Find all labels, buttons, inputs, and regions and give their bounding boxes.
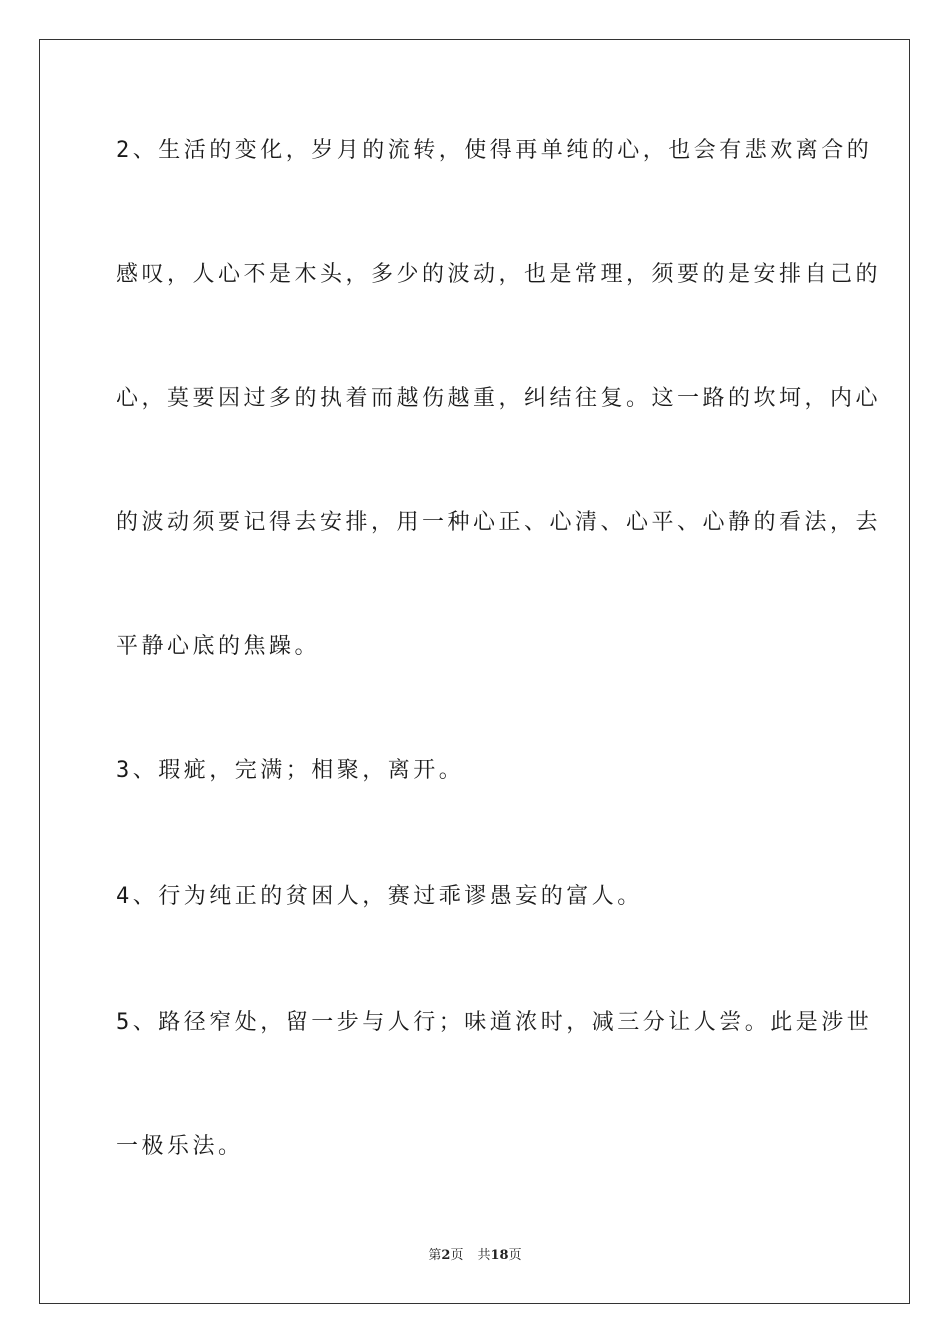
paragraph-5-line-2: 一极乐法。: [116, 1134, 244, 1159]
paragraph-4: 4、行为纯正的贫困人，赛过乖谬愚妄的富人。: [116, 884, 643, 909]
paragraph-3: 3、瑕疵，完满；相聚，离开。: [116, 758, 465, 783]
paragraph-2-line-1: 2、生活的变化，岁月的流转，使得再单纯的心，也会有悲欢离合的: [116, 138, 873, 163]
paragraph-2-line-4: 的波动须要记得去安排，用一种心正、心清、心平、心静的看法，去: [116, 510, 882, 535]
total-suffix: 页: [508, 1248, 522, 1263]
paragraph-5-line-1: 5、路径窄处，留一步与人行；味道浓时，减三分让人尝。此是涉世: [116, 1010, 873, 1035]
paragraph-2-line-2: 感叹，人心不是木头，多少的波动，也是常理，须要的是安排自己的: [116, 262, 882, 287]
page-number: 2: [441, 1248, 451, 1263]
page-suffix: 页: [450, 1248, 464, 1263]
page-footer: [0, 1248, 950, 1264]
total-pages: 18: [490, 1248, 509, 1263]
total-prefix: 共: [477, 1248, 491, 1263]
paragraph-2-line-3: 心，莫要因过多的执着而越伤越重，纠结往复。这一路的坎坷，内心: [116, 386, 882, 411]
page-frame: [39, 39, 910, 1304]
paragraph-2-line-5: 平静心底的焦躁。: [116, 634, 321, 659]
page-prefix: 第: [428, 1248, 442, 1263]
